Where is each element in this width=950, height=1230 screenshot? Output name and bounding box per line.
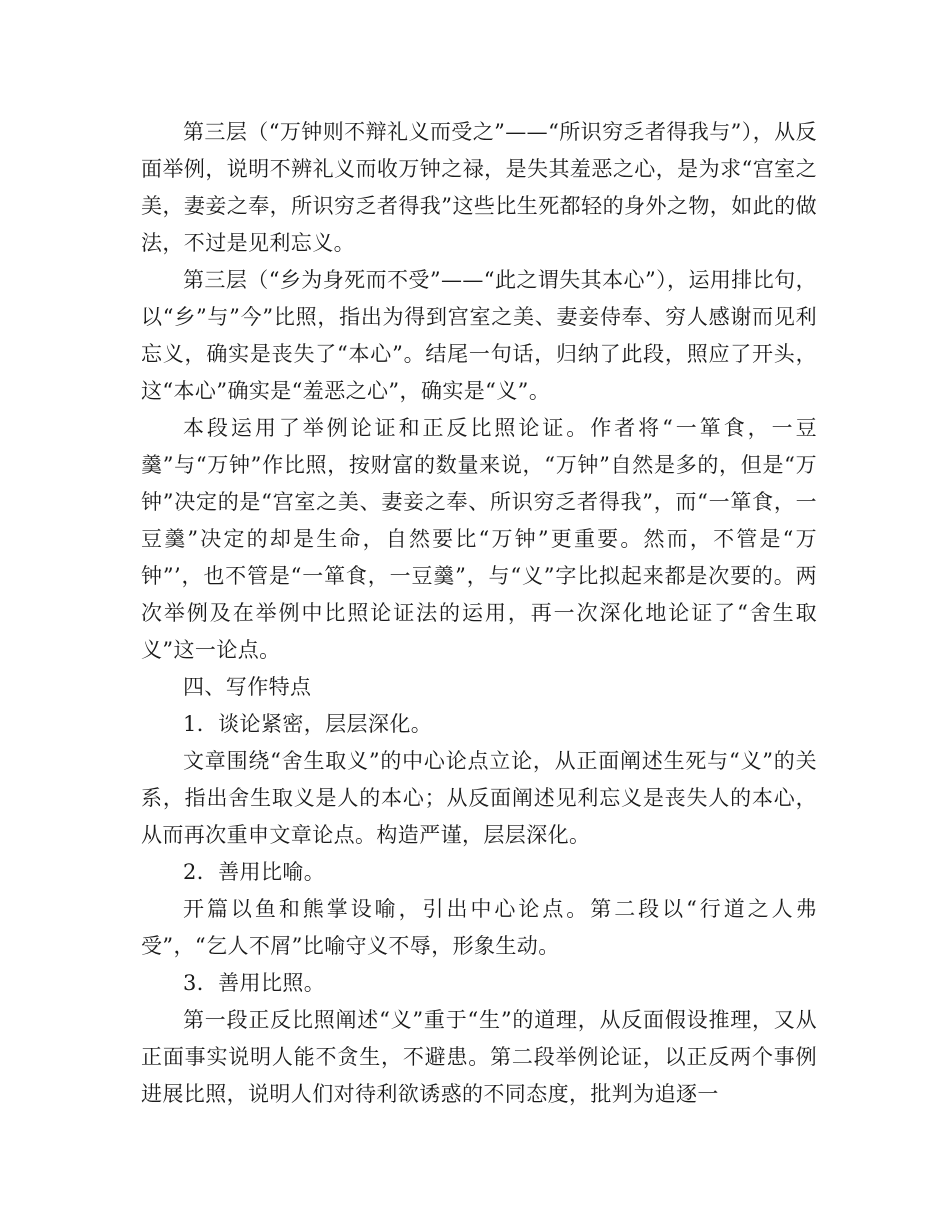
paragraph-argument-summary: 本段运用了举例论证和正反比照论证。作者将“一箪食，一豆羹”与“万钟”作比照，按财富的数量来说，“万钟”自然是多的，但是“万钟”决定的是“宫室之美、妻妾之奉、所识穷乏者得我”，而“一箪食，一豆羹”决定的却是生命，自然要比“万钟”更重要。然而，不管是“万钟”’，也不管是“一箪食，一豆羹”，与“义”字比拟起来都是次要的。两次举例及在举例中比照论证法的运用，再一次深化地论证了“舍生取义”这一论点。 <box>141 416 817 662</box>
feature-heading-1: 1．谈论紧密，层层深化。 <box>183 712 433 736</box>
feature-heading-3: 3．善用比照。 <box>183 971 326 995</box>
feature-body-2: 开篇以鱼和熊掌设喻，引出中心论点。第二段以“行道之人弗受”，“乞人不屑”比喻守义不辱，形象生动。 <box>141 897 817 958</box>
paragraph-third-layer-1: 第三层（“万钟则不辩礼义而受之”——“所识穷乏者得我与”），从反面举例，说明不辨礼义而收万钟之禄，是失其羞恶之心，是为求“宫室之美，妻妾之奉，所识穷乏者得我”这些比生死都轻的身外之物，如此的做法，不过是见利忘义。 <box>141 120 817 255</box>
section-heading-writing-features: 四、写作特点 <box>183 675 312 699</box>
document-page <box>141 114 817 1113</box>
feature-body-3: 第一段正反比照阐述“义”重于“生”的道理，从反面假设推理，又从正面事实说明人能不贪生，不避患。第二段举例论证，以正反两个事例进展比照，说明人们对待利欲诱惑的不同态度，批判为追逐一 <box>141 1008 817 1106</box>
paragraph-third-layer-2: 第三层（“乡为身死而不受”——“此之谓失其本心”），运用排比句，以“乡”与”今”比照，指出为得到宫室之美、妻妾侍奉、穷人感谢而见利忘义，确实是丧失了“本心”。结尾一句话，归纳了此段，照应了开头，这“本心”确实是“羞恶之心”，确实是“义”。 <box>141 268 817 403</box>
feature-body-1: 文章围绕“舍生取义”的中心论点立论，从正面阐述生死与“义”的关系，指出舍生取义是人的本心；从反面阐述见利忘义是丧失人的本心，从而再次重申文章论点。构造严谨，层层深化。 <box>141 749 817 847</box>
feature-heading-2: 2．善用比喻。 <box>183 860 326 884</box>
